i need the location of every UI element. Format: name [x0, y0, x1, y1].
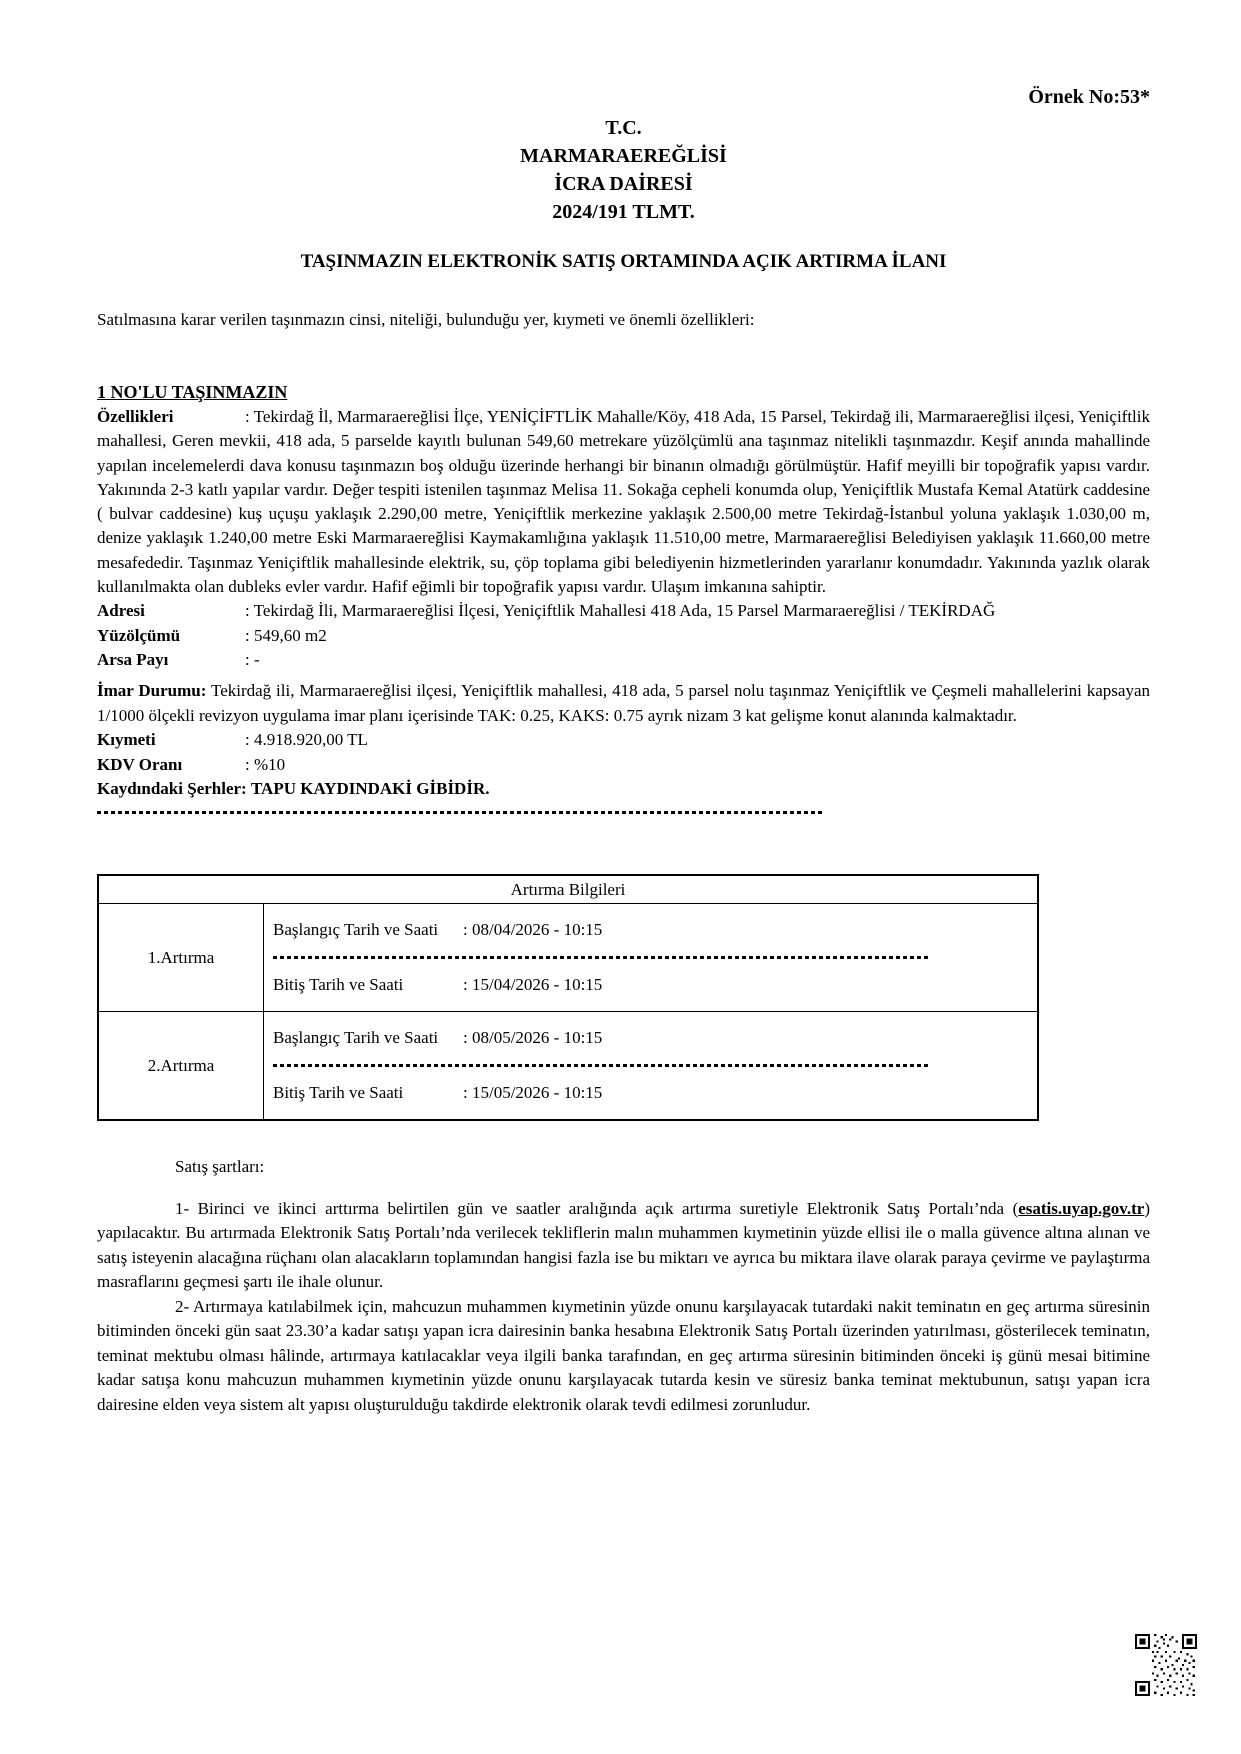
end-date-value: : 15/05/2026 - 10:15: [463, 1083, 603, 1103]
adresi-label: Adresi: [97, 601, 145, 621]
imar-durumu-value: Tekirdağ ili, Marmaraereğlisi ilçesi, Yeniçiftlik mahallesi, 418 ada, 5 parsel nolu taşınmaz Yeniçiftlik ve Çeşmeli mahallelerini kapsayan 1/1000 ölçekli revizyon uygulama imar planı içerisinde TAK: 0.25, KAKS: 0.75 ayrık nizam 3 kat gelişme konut alanında kalmaktadır.: [97, 681, 1150, 726]
terms-paragraph-1: [97, 1197, 1150, 1295]
auction-row-2-name: 2.Artırma: [99, 1012, 264, 1119]
auction-info-table: [97, 874, 1039, 1121]
start-date-value: : 08/04/2026 - 10:15: [463, 920, 603, 940]
cell-dashed-separator: [273, 956, 928, 959]
start-date-value: : 08/05/2026 - 10:15: [463, 1028, 603, 1048]
file-number: 2024/191 TLMT.: [552, 201, 695, 223]
kdv-orani-label: KDV Oranı: [97, 754, 183, 774]
yuzolcumu-value: : 549,60 m2: [245, 625, 327, 645]
yuzolcumu-row: [97, 624, 1150, 648]
end-date-label: Bitiş Tarih ve Saati: [273, 975, 404, 995]
auction-row-1-start-line: [273, 918, 1023, 942]
auction-row-2: [99, 1011, 1037, 1119]
kiymeti-row: [97, 728, 1150, 752]
yuzolcumu-label: Yüzölçümü: [97, 625, 181, 645]
esatis-link[interactable]: esatis.uyap.gov.tr: [1018, 1198, 1145, 1218]
start-date-label: Başlangıç Tarih ve Saati: [273, 920, 439, 940]
kiymeti-label: Kıymeti: [97, 730, 156, 750]
arsa-payi-row: [97, 648, 1150, 672]
serhler-label: Kaydındaki Şerhler:: [97, 778, 247, 798]
intro-paragraph: Satılmasına karar verilen taşınmazın cinsi, niteliği, bulunduğu yer, kıymeti ve önemli özellikleri:: [97, 310, 755, 329]
document-title: TAŞINMAZIN ELEKTRONİK SATIŞ ORTAMINDA AÇIK ARTIRMA İLANI: [300, 251, 947, 272]
auction-row-2-end-line: [273, 1081, 1023, 1105]
end-date-label: Bitiş Tarih ve Saati: [273, 1083, 404, 1103]
serhler-value: TAPU KAYDINDAKİ GİBİDİR.: [250, 778, 490, 798]
terms-p1-before: 1- Birinci ve ikinci arttırma belirtilen gün ve saatler aralığında açık artırma suretiyle Elektronik Satış Portalı’nda (: [175, 1198, 1019, 1218]
cell-dashed-separator: [273, 1064, 928, 1067]
ozellikleri-label: Özellikleri: [97, 407, 174, 426]
imar-durumu-label: İmar Durumu:: [97, 681, 207, 701]
court-header: [97, 114, 1150, 226]
arsa-payi-label: Arsa Payı: [97, 649, 169, 669]
auction-row-1-end-line: [273, 973, 1023, 997]
end-date-value: : 15/04/2026 - 10:15: [463, 975, 603, 995]
auction-row-1-name: 1.Artırma: [99, 904, 264, 1011]
terms-p1-after: ) yapılacaktır. Bu artırmada Elektronik Satış Portalı’nda verilecek tekliflerin malın muhammen kıymetinin yüzde ellisi ile o malla güvence altına alınan ve satış isteyenin alacağına rüçhanı olan alacakların toplamından hangisi fazla ise bu miktarı ve ayrıca bu miktara ilave olarak paraya çevirme ve paylaştırma masraflarını geçmesi şartı ile ihale olunur.: [97, 1198, 1150, 1292]
kdv-orani-value: : %10: [245, 754, 286, 774]
imar-durumu-row: [97, 678, 1150, 728]
arsa-payi-value: : -: [245, 649, 260, 669]
auction-row-1: [99, 904, 1037, 1011]
property-section-title: 1 NO'LU TAŞINMAZIN: [97, 382, 288, 402]
ornek-no: Örnek No:53*: [1028, 86, 1150, 108]
court-name: MARMARAEREĞLİSİ: [520, 145, 727, 167]
auction-row-2-details: [264, 1012, 1037, 1119]
tc-line: T.C.: [605, 117, 642, 139]
terms-heading: Satış şartları:: [175, 1157, 265, 1177]
ozellikleri-value: : Tekirdağ İl, Marmaraereğlisi İlçe, YENİÇİFTLİK Mahalle/Köy, 418 Ada, 15 Parsel, Tekirdağ ili, Marmaraereğlisi ilçesi, Yeniçiftlik mahallesi, Geren mevkii, 418 ada, 5 parselde kayıtlı bulunan 549,60 metrekare yüzölçümlü ana taşınmaz nitelikli taşınmazdır. Keşif anında mahallinde yapılan incelemelerdi dava konusu taşınmazın boş olduğu üzerinde herhangi bir binanın olmadığı görülmüştür. Hafif meyilli bir topoğrafik yapısı vardır. Yakınında 2-3 katlı yapılar vardır. Değer tespiti istenilen taşınmaz Melisa 11. Sokağa cepheli konumda olup, Yeniçiftlik Mustafa Kemal Atatürk caddesine ( bulvar caddesine) kuş uçuşu yaklaşık 2.290,00 metre, Yeniçiftlik merkezine yaklaşık 2.500,00 metre Tekirdağ-İstanbul yoluna yaklaşık 1.030,00 m, denize yaklaşık 1.240,00 metre Eski Marmaraereğlisi Kaymakamlığına yaklaşık 11.510,00 metre, Marmaraereğlisi Belediyisen yaklaşık 11.660,00 metre mesafededir. Taşınmaz Yeniçiftlik mahallesinde elektrik, su, çöp toplama gibi belediyenin hizmetlerinden yararlanır konumdadır. Yakınında yazlık olarak kullanılmakta olan dubleks evler vardır. Hafif eğimli bir topoğrafik yapısı vardır. Ulaşım imkanına sahiptir.: [97, 407, 1150, 597]
start-date-label: Başlangıç Tarih ve Saati: [273, 1028, 439, 1048]
adresi-row: [97, 599, 1150, 623]
serhler-row: [97, 777, 1150, 801]
dashed-separator: [97, 811, 822, 814]
adresi-value: : Tekirdağ İli, Marmaraereğlisi İlçesi, Yeniçiftlik Mahallesi 418 Ada, 15 Parsel Marmaraereğlisi / TEKİRDAĞ: [245, 601, 996, 621]
office-name: İCRA DAİRESİ: [554, 173, 693, 195]
auction-row-2-start-line: [273, 1026, 1023, 1050]
kdv-orani-row: [97, 753, 1150, 777]
auction-table-title: Artırma Bilgileri: [99, 876, 1037, 904]
ozellikleri-row: [97, 405, 1150, 599]
kiymeti-value: : 4.918.920,00 TL: [245, 730, 368, 750]
terms-paragraph-2: 2- Artırmaya katılabilmek için, mahcuzun muhammen kıymetinin yüzde onunu karşılayacak tutardaki nakit teminatın en geç artırma süresinin bitiminden önceki gün saat 23.30’a kadar satışı yapan icra dairesinin banka hesabına Elektronik Satış Portalı üzerinden yatırılması, gösterilecek teminatın, teminat mektubu olması hâlinde, artırmaya katılacaklar veya ilgili banka tarafından, en geç artırma süresinin bitiminden önceki iş günü mesai bitimine kadar satışa konu mahcuzun muhammen kıymetinin yüzde onunu karşılayacak tutarda kesin ve süresiz banka teminat mektubunun, satışı yapan icra dairesine elden veya sistem alt yapısı oluşturulduğu takdirde elektronik olarak tevdi edilmesi zorunludur.: [97, 1296, 1150, 1414]
auction-row-1-details: [264, 904, 1037, 1011]
qr-code: [1135, 1634, 1197, 1696]
